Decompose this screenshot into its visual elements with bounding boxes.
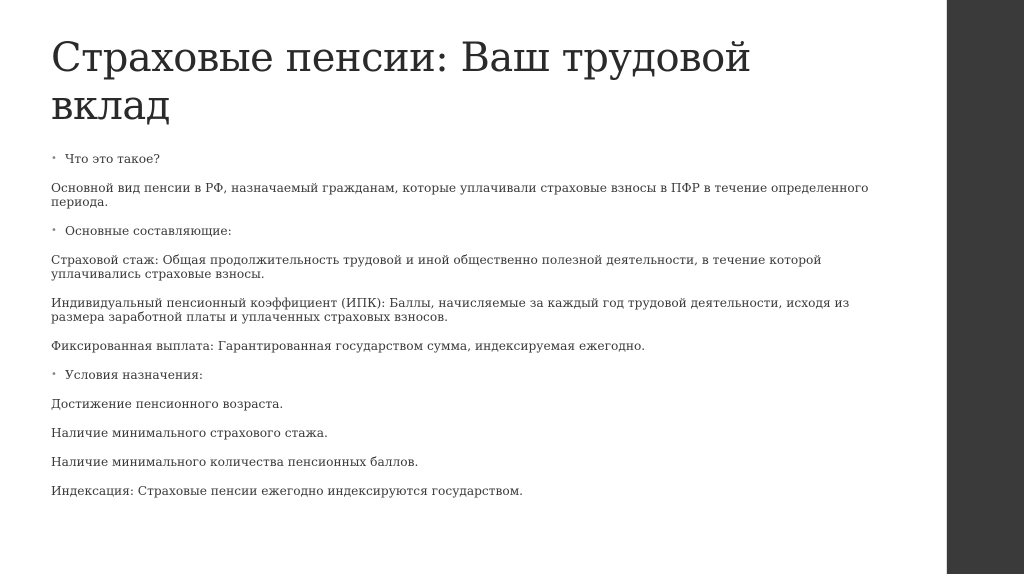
fixed-payment-paragraph: Фиксированная выплата: Гарантированная государством сумма, индексируемая ежегодно. [51,339,646,353]
definition-paragraph: Основной вид пенсии в РФ, назначаемый гражданам, которые уплачивали страховые взносы в ПФР в течение определенного периода. [51,181,869,209]
indexation-paragraph: Индексация: Страховые пенсии ежегодно индексируются государством. [51,484,524,498]
bullet-components [51,224,901,238]
slide-title: Страховые пенсии: Ваш трудовой вклад [51,35,751,129]
bullet-components-text: Основные составляющие: [65,224,232,238]
bullet-what [51,152,901,166]
ipk-paragraph: Индивидуальный пенсионный коэффициент (ИПК): Баллы, начисляемые за каждый год трудовой деятельности, исходя из размера заработной платы и уплаченных страховых взносов. [51,296,850,324]
bullet-dot-icon: • [51,153,57,164]
condition-points-paragraph: Наличие минимального количества пенсионных баллов. [51,455,419,469]
bullet-what-text: Что это такое? [65,152,160,166]
condition-age-paragraph: Достижение пенсионного возраста. [51,397,284,411]
slide-content [51,152,901,498]
insurance-record-paragraph: Страховой стаж: Общая продолжительность трудовой и иной общественно полезной деятельности, в течение которой уплачивались страховые взносы. [51,253,822,281]
side-bar [947,0,1024,574]
bullet-conditions-text: Условия назначения: [65,368,203,382]
bullet-conditions [51,368,901,382]
condition-record-paragraph: Наличие минимального страхового стажа. [51,426,328,440]
bullet-dot-icon: • [51,225,57,236]
bullet-dot-icon: • [51,369,57,380]
